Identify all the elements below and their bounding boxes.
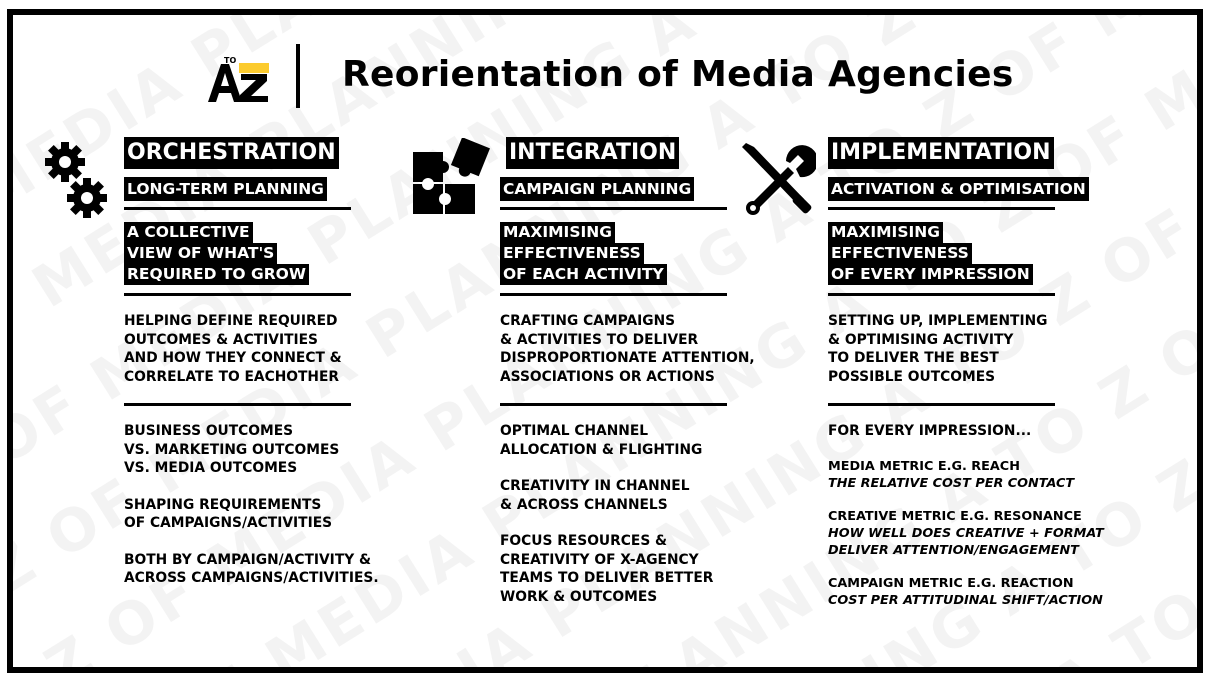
column-subheading: CAMPAIGN PLANNING — [500, 177, 694, 201]
description-line: POSSIBLE OUTCOMES — [828, 368, 996, 385]
focus-line: A COLLECTIVE — [124, 222, 253, 243]
metric-label: CAMPAIGN METRIC E.G. REACTION — [828, 575, 1074, 591]
description-line: & OPTIMISING ACTIVITY — [828, 331, 1014, 348]
point-line: BOTH BY CAMPAIGN/ACTIVITY & — [124, 551, 372, 568]
point-line: CREATIVITY OF X-AGENCY — [500, 551, 699, 568]
description-line: HELPING DEFINE REQUIRED — [124, 313, 338, 329]
point-line: FOCUS RESOURCES & — [500, 533, 668, 549]
point-line: VS. MARKETING OUTCOMES — [124, 441, 340, 458]
focus-line: EFFECTIVENESS — [828, 243, 972, 264]
point-line: ACROSS CAMPAIGNS/ACTIVITIES. — [124, 570, 379, 586]
description-line: OUTCOMES & ACTIVITIES — [124, 331, 318, 348]
focus-statement — [500, 222, 770, 285]
point-line: TEAMS TO DELIVER BETTER — [500, 570, 714, 586]
point-list — [124, 422, 384, 588]
column-heading: ORCHESTRATION — [124, 137, 339, 169]
description-line: SETTING UP, IMPLEMENTING — [828, 313, 1048, 329]
description-line: TO DELIVER THE BEST — [828, 350, 999, 366]
metric-label: MEDIA METRIC E.G. REACH — [828, 458, 1020, 474]
metric-intro: FOR EVERY IMPRESSION... — [828, 423, 1032, 439]
focus-line: VIEW OF WHAT'S — [124, 243, 277, 264]
point-line: VS. MEDIA OUTCOMES — [124, 460, 298, 476]
divider — [828, 293, 1055, 296]
metric-detail: DELIVER ATTENTION/ENGAGEMENT — [828, 542, 1079, 558]
point-line: CREATIVITY IN CHANNEL — [500, 478, 690, 494]
metric-detail: THE RELATIVE COST PER CONTACT — [828, 475, 1075, 491]
svg-text:TO: TO — [224, 56, 237, 65]
description-line: CORRELATE TO EACHOTHER — [124, 368, 340, 385]
divider — [828, 403, 1055, 406]
description-line: ASSOCIATIONS OR ACTIONS — [500, 368, 715, 385]
point-line: OPTIMAL CHANNEL — [500, 423, 649, 439]
focus-line: REQUIRED TO GROW — [124, 264, 309, 285]
divider — [124, 293, 351, 296]
column-implementation — [828, 137, 1118, 609]
logo-divider — [296, 44, 300, 108]
description-line: CRAFTING CAMPAIGNS — [500, 313, 676, 329]
column-subheading: ACTIVATION & OPTIMISATION — [828, 177, 1089, 201]
divider — [500, 207, 727, 210]
column-description — [124, 312, 384, 386]
column-subheading: LONG-TERM PLANNING — [124, 177, 327, 201]
divider — [828, 207, 1055, 210]
metric-list — [828, 422, 1118, 609]
divider — [500, 403, 727, 406]
point-line: ALLOCATION & FLIGHTING — [500, 441, 703, 458]
divider — [500, 293, 727, 296]
focus-statement — [828, 222, 1118, 285]
column-orchestration — [124, 137, 384, 588]
column-description — [828, 312, 1118, 386]
point-line: & ACROSS CHANNELS — [500, 496, 668, 513]
focus-line: MAXIMISING — [828, 222, 943, 243]
point-line: BUSINESS OUTCOMES — [124, 423, 294, 439]
column-description — [500, 312, 770, 386]
point-line: WORK & OUTCOMES — [500, 588, 658, 605]
gears-icon — [45, 142, 111, 220]
description-line: AND HOW THEY CONNECT & — [124, 350, 342, 366]
metric-detail: HOW WELL DOES CREATIVE + FORMAT — [828, 525, 1104, 541]
point-list — [500, 422, 770, 606]
focus-line: OF EACH ACTIVITY — [500, 264, 667, 285]
point-line: OF CAMPAIGNS/ACTIVITIES — [124, 515, 333, 531]
point-line: SHAPING REQUIREMENTS — [124, 496, 322, 513]
header — [205, 44, 1014, 114]
focus-line: OF EVERY IMPRESSION — [828, 264, 1033, 285]
atoz-logo — [205, 54, 271, 104]
column-heading: IMPLEMENTATION — [828, 137, 1054, 169]
metric-label: CREATIVE METRIC E.G. RESONANCE — [828, 508, 1082, 524]
focus-statement — [124, 222, 384, 285]
focus-line: MAXIMISING — [500, 222, 615, 243]
focus-line: EFFECTIVENESS — [500, 243, 644, 264]
column-integration — [500, 137, 770, 606]
metric-detail: COST PER ATTITUDINAL SHIFT/ACTION — [828, 592, 1103, 608]
page-title: Reorientation of Media Agencies — [342, 54, 1014, 95]
puzzle-icon — [411, 138, 495, 216]
description-line: DISPROPORTIONATE ATTENTION, — [500, 350, 755, 366]
column-heading: INTEGRATION — [506, 137, 679, 169]
divider — [124, 207, 351, 210]
description-line: & ACTIVITIES TO DELIVER — [500, 331, 699, 348]
divider — [124, 403, 351, 406]
